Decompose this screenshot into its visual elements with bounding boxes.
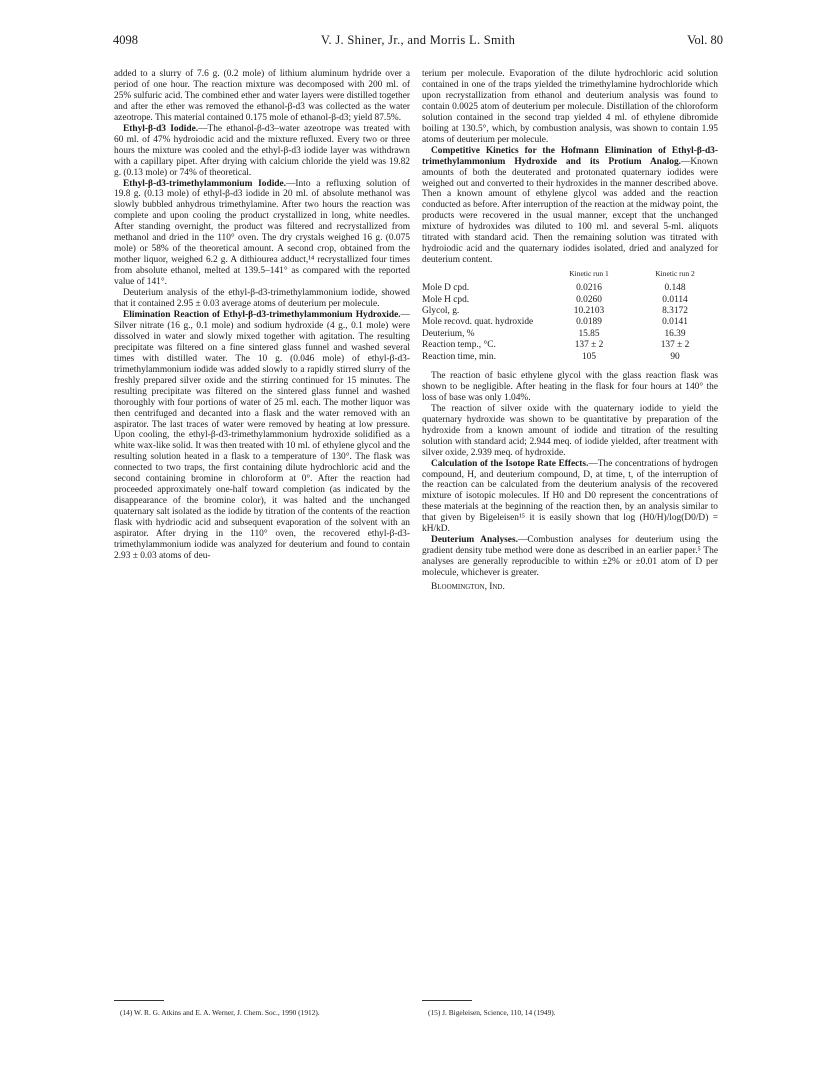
page-number: 4098 [113,33,138,47]
footnote-rule [114,1000,164,1001]
paragraph: Ethyl-β-d3 Iodide.—The ethanol-β-d3–water azeotrope was treated with 60 ml. of 47% hydroiodic acid and the mixture refluxed. Every two or three hours the mixture was cooled and the ethyl-β-d3 iodide layer was withdrawn with a capillary pipet. After drying with calcium chloride the yield was 19.82 g. (0.13 mole) or 74% of theoretical. [114,123,411,178]
table-cell: 90 [670,351,680,362]
footnote: (15) J. Bigeleisen, Science, 110, 14 (1949). [428,1008,556,1017]
table-row [422,306,718,317]
affiliation-place: Bloomington, Ind. [431,582,505,593]
left-column [114,69,410,562]
column-header: Kinetic run 1 [569,269,609,279]
table-cell: 0.0216 [576,283,602,294]
table-cell: 0.148 [664,283,686,294]
row-label: Reaction time, min. [422,351,496,362]
section-heading: Calculation of the Isotope Rate Effects. [431,458,589,469]
table-cell: 0.0114 [662,294,688,305]
running-authors: V. J. Shiner, Jr., and Morris L. Smith [320,33,516,47]
column-header: Kinetic run 2 [655,269,695,279]
paragraph: Deuterium analysis of the ethyl-β-d3-trimethylammonium iodide, showed that it contained 2.95 ± 0.03 average atoms of deuterium per molecule. [114,288,410,310]
table-cell: 16.39 [664,328,686,339]
table-row [422,283,718,294]
section-heading: Ethyl-β-d3 Iodide. [123,123,199,134]
section-heading: Competitive Kinetics for the Hofmann Elimination of Ethyl-β-d3-trimethylammonium Hydroxide and its Protium Analog. [422,145,718,167]
paragraph: The reaction of silver oxide with the quaternary iodide to yield the quaternary hydroxide was shown to be quantitative by preparation of the hydroxide from a known amount of iodide and titration of the resulting solution with standard acid; 2.944 meq. of iodide yielded, after treatment with silver oxide, 2.939 meq. of hydroxide. [422,403,718,458]
footnote-rule [422,1000,472,1001]
table-row [422,352,718,363]
table-cell: 10.2103 [573,305,605,316]
table-cell: 137 ± 2 [574,340,604,351]
paragraph: terium per molecule. Evaporation of the dilute hydrochloric acid solution contained in one of the traps yielded the trimethylamine hydrochloride which upon recrystallization from ethanol and deuterium analysis was found to contain 0.0025 atom of deuterium per molecule. Distillation of the chloroform solution contained in the second trap yielded 4 ml. of ethylene dibromide boiling at 130.5°, which, by combustion analysis, was shown to contain 1.95 atoms of deuterium per molecule. [422,69,718,145]
table-cell: 105 [581,351,597,362]
table-row [422,317,718,328]
row-label: Mole H cpd. [422,294,470,305]
table-cell: 15.85 [578,328,600,339]
table-row [422,295,718,306]
table-row [422,329,718,340]
table-row [422,340,718,351]
table-header-row [422,269,718,283]
table-cell: 8.3172 [662,305,688,316]
table-cell: 0.0260 [576,294,602,305]
row-label: Mole recovd. quat. hydroxide [422,317,534,328]
running-header [113,33,723,49]
paragraph: Calculation of the Isotope Rate Effects.—The concentrations of hydrogen compound, H, and deuterium compound, D, at time, t, of the interruption of the reaction can be calculated from the deuterium analysis of the recovered mixture of isotopic molecules. If H0 and D0 represent the concentrations of these materials at the beginning of the reaction then, by an analysis similar to that given by Bigeleisen¹⁵ it is easily shown that log (H0/H)/log(D0/D) = kH/kD. [422,458,718,535]
row-label: Reaction temp., °C. [422,340,496,351]
table-cell: 137 ± 2 [660,340,690,351]
right-column [422,69,718,593]
paragraph: added to a slurry of 7.6 g. (0.2 mole) of lithium aluminum hydride over a period of one hour. The reaction mixture was decomposed with 200 ml. of 25% sulfuric acid. The combined ether and water layers were distilled together and after the ether was removed the ethanol-β-d3 was collected as the water azeotrope. This material contained 0.175 mole of ethanol-β-d3; yield 87.5%. [114,69,410,123]
footnote: (14) W. R. G. Atkins and E. A. Werner, J. Chem. Soc., 1990 (1912). [120,1008,320,1017]
paragraph: Ethyl-β-d3-trimethylammonium Iodide.—Into a refluxing solution of 19.8 g. (0.13 mole) of ethyl-β-d3 iodide in 20 ml. of absolute methanol was slowly bubbled anhydrous trimethylamine. After two hours the reaction was complete and upon cooling the product crystallized in long, white needles. After standing overnight, the product was filtered and recrystallized from methanol and dried in the 110° oven. The dry crystals weighed 16 g. (0.075 mole) or 58% of the theoretical amount. A second crop, obtained from the mother liquor, weighed 6.2 g. A dithiourea adduct,¹⁴ recrystallized four times from absolute ethanol, melted at 139.5–141° as compared with the reported value of 141°. [114,178,410,288]
section-heading: Ethyl-β-d3-trimethylammonium Iodide. [123,178,287,189]
table-cell: 0.0141 [662,317,688,328]
volume-label: Vol. 80 [687,33,723,47]
row-label: Glycol, g. [422,305,460,316]
paragraph: Competitive Kinetics for the Hofmann Elimination of Ethyl-β-d3-trimethylammonium Hydroxide and its Protium Analog.—Known amounts of both the deuterated and protonated quaternary iodides were weighed out and converted to their hydroxides in the manner described above. Then a known amount of ethylene glycol was added and the reaction conducted as before. After interruption of the reaction at the midway point, the products were recovered in the usual manner, except that the unchanged mixture of hydroxides was diluted to 100 ml. and several 5-ml. aliquots titrated with standard acid. Then the remaining solution was titrated with hydroiodic acid and the quaternary iodides isolated, dried and analyzed for deuterium content. [422,145,718,266]
row-label: Deuterium, % [422,328,475,339]
section-heading: Deuterium Analyses. [431,535,518,546]
row-label: Mole D cpd. [422,283,470,294]
paragraph: The reaction of basic ethylene glycol with the glass reaction flask was shown to be negligible. After heating in the flask for four hours at 140° the loss of base was only 1.04%. [422,370,718,403]
table-cell: 0.0189 [576,317,602,328]
kinetic-runs-table [422,269,718,363]
paragraph: Elimination Reaction of Ethyl-β-d3-trimethylammonium Hydroxide.—Silver nitrate (16 g., 0.1 mole) and sodium hydroxide (4 g., 0.1 mole) were dissolved in water and slowly mixed together with agitation. The resulting precipitate was filtered on a fine sintered glass funnel and washed several times with distilled water. The 10 g. (0.046 mole) of ethyl-β-d3-trimethylammonium iodide was added slowly to a rapidly stirred slurry of the freshly prepared silver oxide and the stirring continued for 15 minutes. The resulting precipitate was filtered on the sintered glass funnel and washed thoroughly with four portions of water of 25 ml. each. The mother liquor was then centrifuged and decanted into a flask and the water removed with an aspirator. The last traces of water were removed by heating at low pressure. Upon cooling, the ethyl-β-d3-trimethylammonium hydroxide solidified as a white wax-like solid. It was then treated with 10 ml. of ethylene glycol and the resulting solution heated in a flask to a temperature of 130°. The flask was connected to two traps, the first containing dilute hydrochloric acid and the second containing bromine in chloroform at 0°. After the reaction had proceeded approximately one-half toward completion (as indicated by the disappearance of the bromine color), it was halted and the unchanged quaternary salt isolated as the iodide by titration of the contents of the reaction flask with hydriodic acid and subsequent evaporation of the solvent with an aspirator. After drying in the 110° oven, the recovered ethyl-β-d3-trimethylammonium iodide was analyzed for deuterium and found to contain 2.93 ± 0.03 atoms of deu- [114,309,410,561]
section-heading: Elimination Reaction of Ethyl-β-d3-trimethylammonium Hydroxide. [123,309,401,320]
paragraph: Deuterium Analyses.—Combustion analyses for deuterium using the gradient density tube method were done as described in an earlier paper.⁵ The analyses are generally reproducible to within ±2% or ±0.01 atom of D per molecule, whichever is greater. [422,535,719,579]
